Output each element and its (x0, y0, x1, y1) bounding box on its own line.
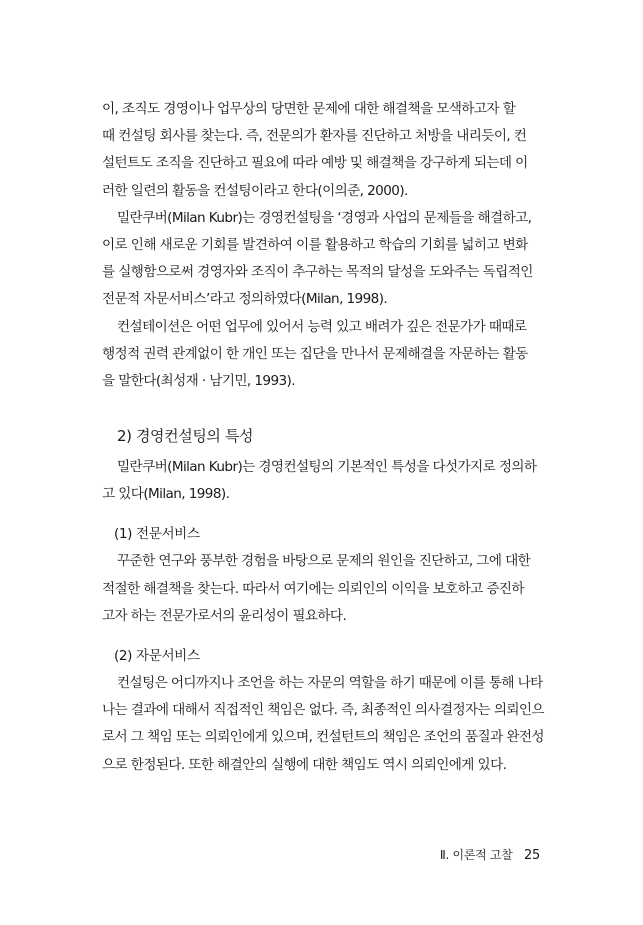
text-line: 꾸준한 연구와 풍부한 경험을 바탕으로 문제의 원인을 진단하고, 그에 대한 (117, 553, 531, 570)
paragraph (102, 96, 546, 205)
text-line: 컨설테이션은 어떤 업무에 있어서 능력 있고 배려가 깊은 전문가가 때때로 (117, 318, 527, 335)
text-line: 전문적 자문서비스’라고 정의하였다(Milan, 1998). (102, 291, 388, 308)
paragraph (102, 548, 546, 630)
paragraph (102, 670, 546, 779)
text-line: 컨설팅은 어디까지나 조언을 하는 자문의 역할을 하기 때문에 이를 통해 나타 (117, 675, 543, 691)
paragraph (102, 314, 546, 396)
text-line: 나는 결과에 대해서 직접적인 책임은 없다. 즉, 최종적인 의사결정자는 의뢰인으 (102, 702, 544, 719)
text-line: 으로 한정된다. 또한 해결안의 실행에 대한 책임도 역시 의뢰인에게 있다. (102, 756, 507, 773)
text-line: 러한 일련의 활동을 컨설팅이라고 한다(이의준, 2000). (102, 182, 408, 199)
page-footer (440, 846, 540, 863)
section-heading: 2) 경영컨설팅의 특성 (117, 427, 254, 446)
page-body (102, 96, 546, 779)
subsection-heading: (1) 전문서비스 (114, 526, 200, 543)
page-number: 25 (524, 848, 540, 863)
text-line: 이로 인해 새로운 기회를 발견하여 이를 활용하고 학습의 기회를 넓히고 변화 (102, 236, 528, 253)
text-line: 로서 그 책임 또는 의뢰인에게 있으며, 컨설턴트의 책임은 조언의 품질과 완전성 (102, 729, 544, 746)
text-line: 밀란쿠버(Milan Kubr)는 경영컨설팅의 기본적인 특성을 다섯가지로 정의하 (117, 459, 537, 476)
text-line: 고자 하는 전문가로서의 윤리성이 필요하다. (102, 607, 347, 624)
text-line: 을 말한다(최성재 · 남기민, 1993). (102, 372, 295, 389)
text-line: 를 실행함으로써 경영자와 조직이 추구하는 목적의 달성을 도와주는 독립적인 (102, 264, 533, 281)
chapter-label: Ⅱ. 이론적 고찰 (439, 848, 513, 862)
text-line: 고 있다(Milan, 1998). (102, 486, 230, 503)
subsection-heading: (2) 자문서비스 (114, 648, 200, 664)
text-line: 적절한 해결책을 찾는다. 따라서 여기에는 의뢰인의 이익을 보호하고 증진하 (102, 580, 524, 597)
paragraph (102, 205, 546, 314)
text-line: 이, 조직도 경영이나 업무상의 당면한 문제에 대한 해결책을 모색하고자 할 (102, 101, 516, 117)
text-line: 설턴트도 조직을 진단하고 필요에 따라 예방 및 해결책을 강구하게 되는데 이 (102, 155, 528, 172)
text-line: 행정적 권력 관계없이 한 개인 또는 집단을 만나서 문제해결을 자문하는 활동 (102, 345, 528, 362)
text-line: 밀란쿠버(Milan Kubr)는 경영컨설팅을 ‘경영과 사업의 문제들을 해결하고, (117, 209, 532, 226)
text-line: 때 컨설팅 회사를 찾는다. 즉, 전문의가 환자를 진단하고 처방을 내리듯이, 컨 (102, 128, 527, 145)
paragraph (102, 454, 546, 508)
